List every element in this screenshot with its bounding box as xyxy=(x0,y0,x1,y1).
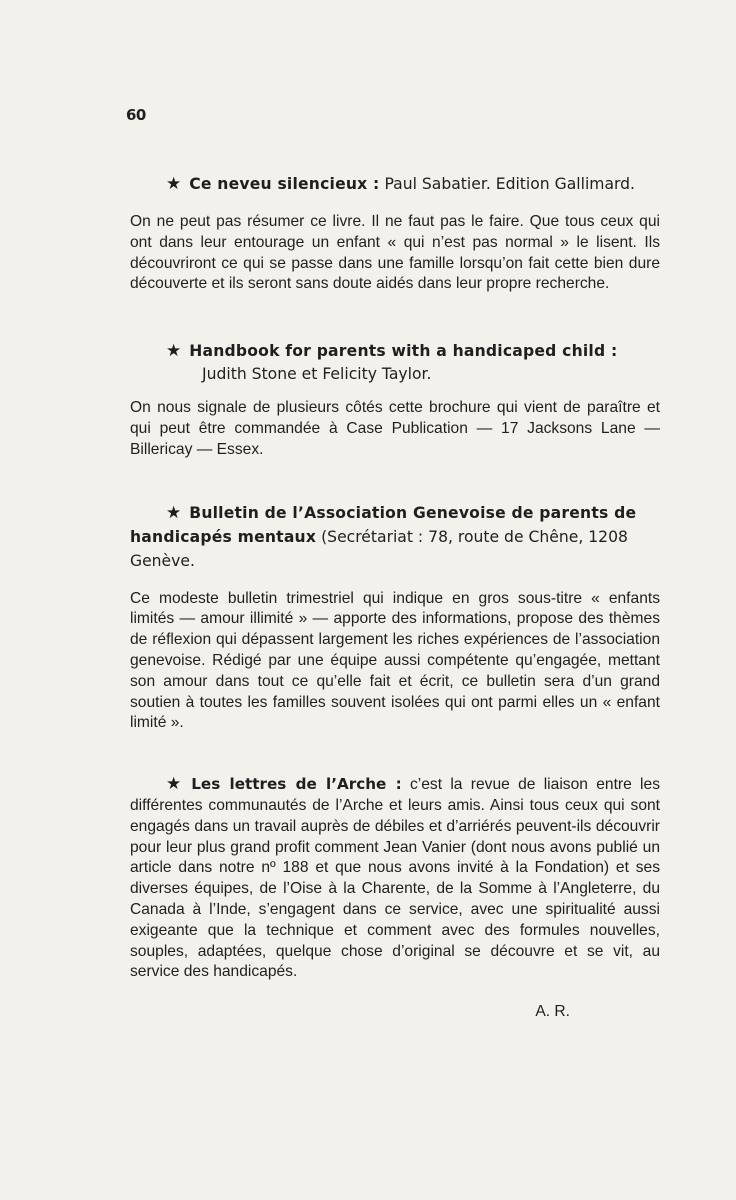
entry-title: Bulletin de l’Association Genevoise de parents de handicapés mentaux xyxy=(130,503,637,546)
page-number: 60 xyxy=(126,106,146,124)
page-content xyxy=(130,172,660,1051)
star-icon: ★ xyxy=(166,341,182,361)
entry-body: On ne peut pas résumer ce livre. Il ne faut pas le faire. Que tous ceux qui ont dans leur entourage un enfant « qui n’est pas normal » le lisent. Ils découvriront ce qui se passe dans une famille lorsqu’on fait cette bien dure découverte et ils seront sans doute aidés dans leur propre recherche. xyxy=(130,213,660,293)
star-icon: ★ xyxy=(166,774,186,794)
entry-title: Handbook for parents with a handicaped child : xyxy=(189,342,618,361)
entry-body xyxy=(130,774,660,983)
author-signature: A. R. xyxy=(535,1003,570,1021)
entry-title: Les lettres de l’Arche : xyxy=(191,775,402,794)
entry-bulletin xyxy=(130,501,660,735)
entry-heading xyxy=(130,501,660,573)
entry-text: c’est la revue de liaison entre les différentes communautés de l’Arche et leurs amis. Ainsi tous ceux qui sont engagés dans un travail auprès de débiles et d’arriérés peuvent-ils découvrir pour leur plus grand profit comment Jean Vanier (dont nous avons publié un article dans notre nº 188 et que nous avons invité à la Fondation) et ses diverses équipes, de l’Oise à la Charente, de la Somme à l’Angleterre, du Canada à l’Inde, s’engagent dans ce service, avec une spiritualité aussi exigeante que la technique et comment avec des formules nouvelles, souples, adaptées, quelque chose d’original se découvre et se vit, au service des handicapés. xyxy=(130,776,660,981)
star-icon: ★ xyxy=(166,502,182,522)
entry-body: Ce modeste bulletin trimestriel qui indique en gros sous-titre « enfants limités — amour illimité » — apporte des informations, propose des thèmes de réflexion qui dépassent largement les riches expériences de l’association genevoise. Rédigé par une équipe aussi compétente qu’engagée, mettant son amour dans tout ce qu’elle fait et écrit, ce bulletin sera d’un grand soutien à toutes les familles souvent isolées qui ont parmi elles un « enfant limité ». xyxy=(130,589,660,732)
entry-reference: Paul Sabatier. Edition Gallimard. xyxy=(379,175,636,193)
star-icon: ★ xyxy=(166,174,182,193)
entry-reference: (Secrétariat : 78, route de Chêne, 1208 Genève. xyxy=(130,527,628,570)
entry-heading xyxy=(130,339,660,386)
entry-lettres-de-l-arche xyxy=(130,774,660,1021)
entry-body: On nous signale de plusieurs côtés cette brochure qui vient de paraître et qui peut être commandée à Case Publication — 17 Jacksons Lane — Billericay — Essex. xyxy=(130,399,660,458)
entry-heading xyxy=(130,172,660,196)
entry-handbook xyxy=(130,339,660,460)
entry-ce-neveu-silencieux xyxy=(130,172,660,295)
entry-reference: Judith Stone et Felicity Taylor. xyxy=(202,365,432,384)
entry-title: Ce neveu silencieux : xyxy=(189,175,380,193)
